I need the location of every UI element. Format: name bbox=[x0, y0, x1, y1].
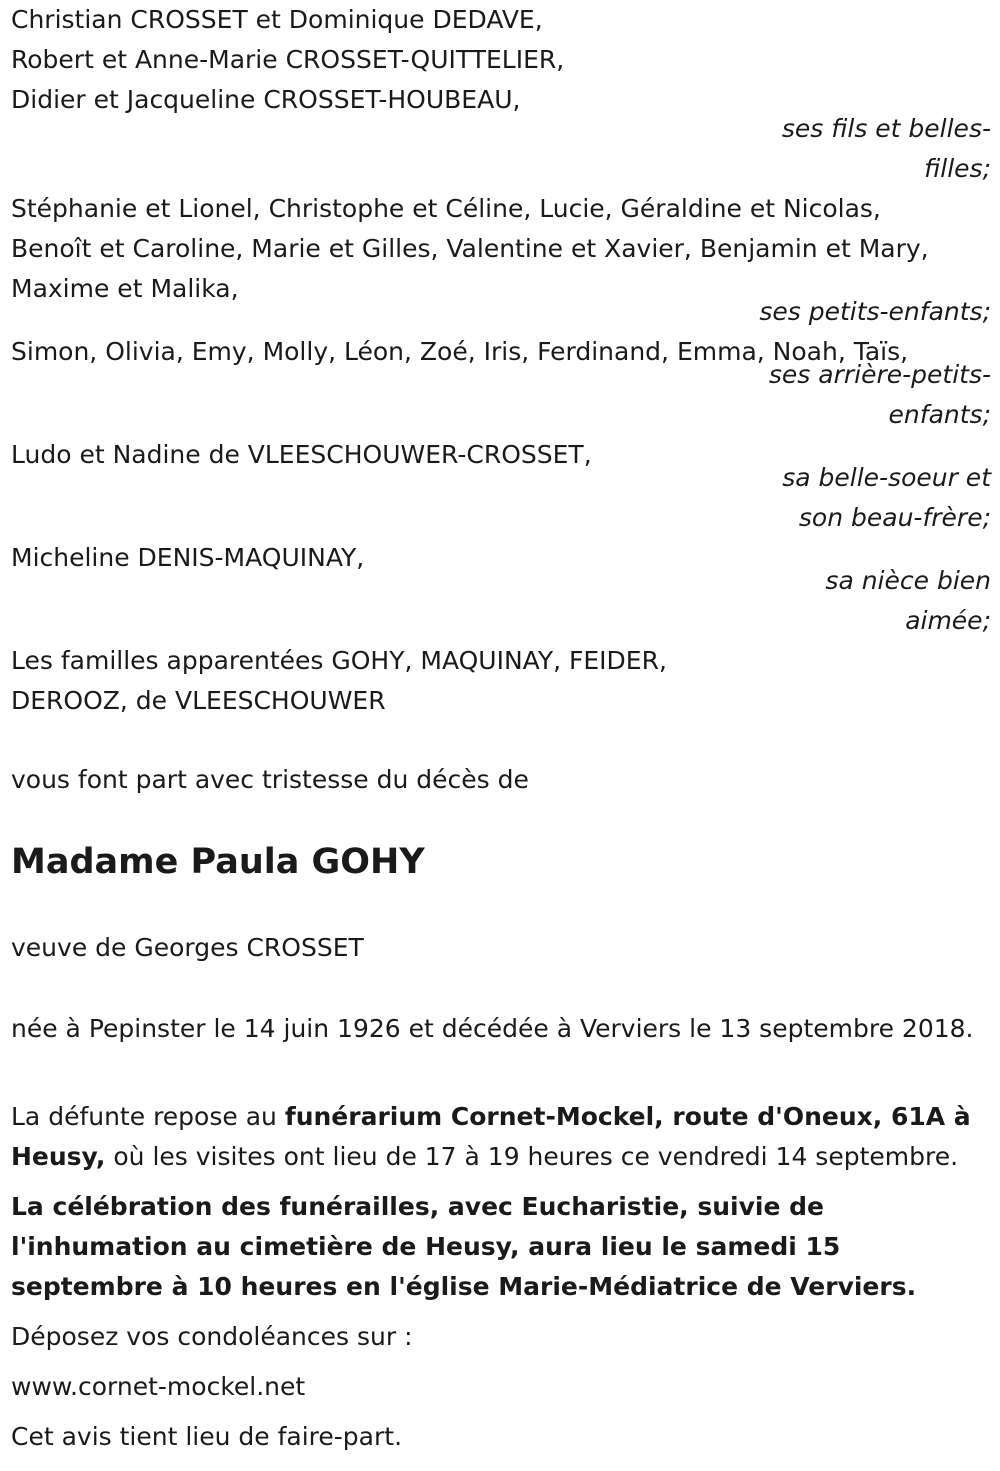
related-families-block bbox=[11, 641, 991, 721]
family-line: Christian CROSSET et Dominique DEDAVE, bbox=[11, 5, 543, 34]
relation-grandchildren: ses petits-enfants; bbox=[759, 297, 991, 326]
niece: Micheline DENIS-MAQUINAY, bbox=[11, 543, 365, 572]
widow-of: veuve de Georges CROSSET bbox=[11, 933, 364, 962]
footer-note: Cet avis tient lieu de faire-part. bbox=[11, 1422, 403, 1451]
family-line: Benoît et Caroline, Marie et Gilles, Valentine et Xavier, Benjamin et Mary, bbox=[11, 234, 929, 263]
great-grandchildren: Simon, Olivia, Emy, Molly, Léon, Zoé, Iris, Ferdinand, Emma, Noah, Taïs, bbox=[11, 337, 909, 366]
website-link-wrapper bbox=[11, 1367, 991, 1407]
relation-great-grandchildren: ses arrière-petits-enfants; bbox=[768, 360, 991, 429]
repose-visits: où les visites ont lieu de 17 à 19 heures ce vendredi 14 septembre. bbox=[105, 1142, 959, 1171]
website-link[interactable]: www.cornet-mockel.net bbox=[11, 1372, 306, 1401]
relation-niece: sa nièce bien aimée; bbox=[825, 566, 991, 635]
family-line: Maxime et Malika, bbox=[11, 274, 239, 303]
repose-paragraph bbox=[11, 1097, 991, 1177]
sons-block bbox=[11, 0, 991, 120]
family-line: Les familles apparentées GOHY, MAQUINAY, FEIDER, bbox=[11, 646, 667, 675]
condolences-label: Déposez vos condoléances sur : bbox=[11, 1322, 413, 1351]
birth-death: née à Pepinster le 14 juin 1926 et décédée à Verviers le 13 septembre 2018. bbox=[11, 1014, 974, 1043]
announcement: vous font part avec tristesse du décès de bbox=[11, 765, 529, 794]
ceremony-paragraph: La célébration des funérailles, avec Eucharistie, suivie de l'inhumation au cimetière de Heusy, aura lieu le samedi 15 septembre à 10 heures en l'église Marie-Médiatrice de Verviers. bbox=[11, 1192, 917, 1301]
family-line: Robert et Anne-Marie CROSSET-QUITTELIER, bbox=[11, 45, 565, 74]
repose-intro: La défunte repose au bbox=[11, 1102, 285, 1131]
family-line: Stéphanie et Lionel, Christophe et Céline, Lucie, Géraldine et Nicolas, bbox=[11, 194, 881, 223]
family-line: Didier et Jacqueline CROSSET-HOUBEAU, bbox=[11, 85, 521, 114]
in-laws: Ludo et Nadine de VLEESCHOUWER-CROSSET, bbox=[11, 440, 592, 469]
relation-in-laws: sa belle-soeur et son beau-frère; bbox=[782, 463, 991, 532]
grandchildren-block bbox=[11, 189, 991, 309]
deceased-name: Madame Paula GOHY bbox=[11, 842, 425, 882]
family-line: DEROOZ, de VLEESCHOUWER bbox=[11, 686, 386, 715]
relation-sons: ses fils et belles-filles; bbox=[781, 114, 991, 183]
repose-place: funérarium Cornet-Mockel, route d'Oneux, 61A à Heusy, bbox=[11, 1102, 971, 1171]
